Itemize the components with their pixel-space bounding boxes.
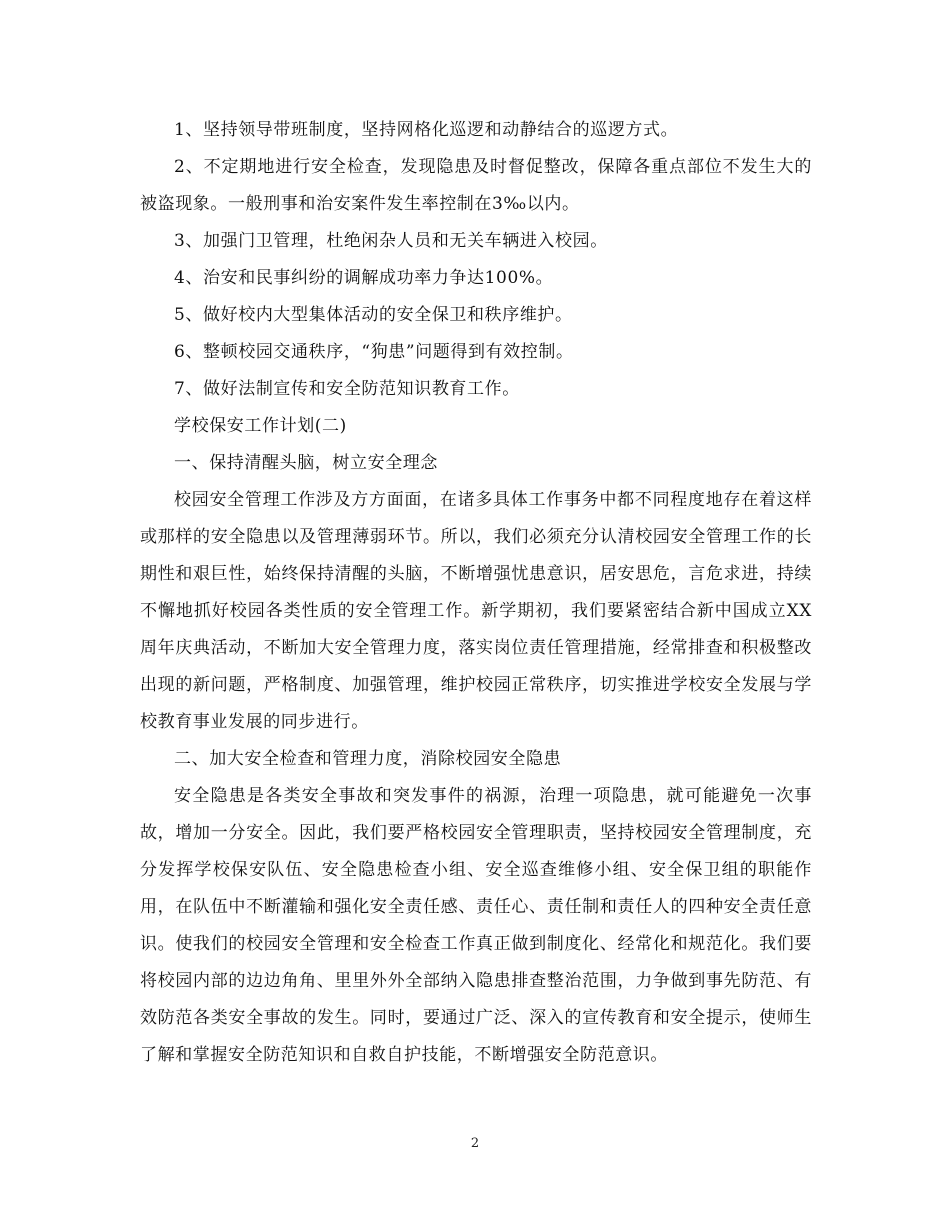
list-item-1: 1、坚持领导带班制度，坚持网格化巡逻和动静结合的巡逻方式。 [174, 120, 679, 140]
body-paragraph-2: 安全隐患是各类安全事故和突发事件的祸源，治理一项隐患，就可能避免一次事故，增加一分安全。因此，我们要严格校园安全管理职责，坚持校园安全管理制度，充分发挥学校保安队伍、安全隐患检查小组、安全巡查维修小组、安全保卫组的职能作用，在队伍中不断灌输和强化安全责任感、责任心、责任制和责任人的四种安全责任意识。使我们的校园安全管理和安全检查工作真正做到制度化、经常化和规范化。我们要将校园内部的边边角角、里里外外全部纳入隐患排查整治范围，力争做到事先防范、有效防范各类安全事故的发生。同时，要通过广泛、深入的宣传教育和安全提示，使师生了解和掌握安全防范知识和自救自护技能，不断增强安全防范意识。 [140, 786, 812, 1065]
list-item-6: 6、整顿校园交通秩序，“狗患”问题得到有效控制。 [174, 342, 574, 362]
page-number: 2 [470, 1136, 480, 1151]
list-item-5: 5、做好校内大型集体活动的安全保卫和秩序维护。 [174, 305, 573, 325]
list-item-3: 3、加强门卫管理，杜绝闲杂人员和无关车辆进入校园。 [174, 231, 608, 251]
document-body [140, 112, 812, 1074]
list-item-4: 4、治安和民事纠纷的调解成功率力争达100%。 [174, 268, 554, 288]
list-item-2: 2、不定期地进行安全检查，发现隐患及时督促整改，保障各重点部位不发生大的被盗现象。一般刑事和治安案件发生率控制在3‰以内。 [140, 157, 812, 214]
body-paragraph-1: 校园安全管理工作涉及方方面面，在诸多具体工作事务中都不同程度地存在着这样或那样的安全隐患以及管理薄弱环节。所以，我们必须充分认清校园安全管理工作的长期性和艰巨性，始终保持清醒的头脑，不断增强忧患意识，居安思危，言危求进，持续不懈地抓好校园各类性质的安全管理工作。新学期初，我们要紧密结合新中国成立XX周年庆典活动，不断加大安全管理力度，落实岗位责任管理措施，经常排查和积极整改出现的新问题，严格制度、加强管理，维护校园正常秩序，切实推进学校安全发展与学校教育事业发展的同步进行。 [140, 490, 812, 732]
list-item-7: 7、做好法制宣传和安全防范知识教育工作。 [174, 379, 520, 399]
heading-1: 一、保持清醒头脑，树立安全理念 [174, 453, 438, 473]
heading-2: 二、加大安全检查和管理力度，消除校园安全隐患 [174, 749, 562, 769]
section-title: 学校保安工作计划(二) [174, 416, 347, 436]
